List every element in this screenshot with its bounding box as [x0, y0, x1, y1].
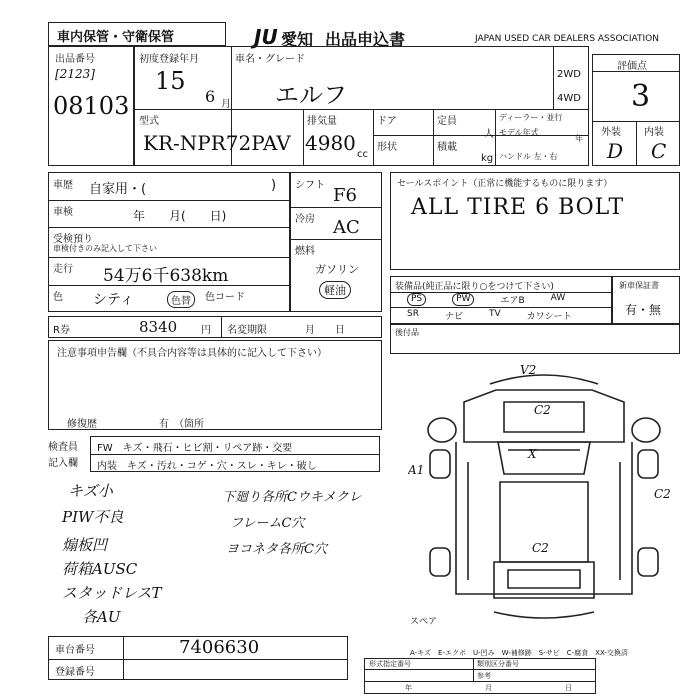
color-change: 色替 — [167, 291, 195, 308]
diagram-mark-c2-top: C2 — [534, 403, 551, 417]
interior-checklist: 内装 キズ・汚れ・コゲ・穴・スレ・キレ・破し — [97, 461, 317, 472]
displacement-label: 排気量 — [307, 116, 337, 127]
diagram-mark-c2-bed: C2 — [532, 541, 549, 555]
inspector-label-2: 記入欄 — [48, 458, 78, 469]
remark-left-6: 各AU — [82, 608, 121, 626]
color-value: シティ — [93, 292, 134, 308]
shift-label: シフト — [295, 180, 325, 191]
car-name-label: 車名・グレード — [235, 54, 305, 65]
aftermarket-label: 後付品 — [395, 328, 419, 337]
inspection-value: 年 月( 日) — [133, 209, 227, 223]
association-name: JAPAN USED CAR DEALERS ASSOCIATION — [475, 34, 659, 44]
spare-label: スペア — [410, 617, 438, 627]
warranty-label: 新車保証書 — [619, 281, 659, 290]
vehicle-damage-diagram — [408, 362, 680, 634]
rating-box — [592, 54, 680, 166]
dealer-label: ディーラー・並行 — [499, 113, 563, 122]
model-label: 型式 — [139, 116, 159, 127]
ac-value: AC — [333, 217, 360, 238]
equip-airbag: エアB — [500, 296, 525, 306]
drive-4wd: 4WD — [557, 93, 581, 104]
notes-box — [48, 340, 382, 430]
month-unit: 月 — [221, 99, 231, 110]
chassis-number: 7406630 — [179, 637, 260, 658]
remark-right-3: ヨコネタ各所C穴 — [226, 542, 327, 557]
equip-navi: ナビ — [444, 312, 463, 322]
recycle-label: R券 — [53, 325, 70, 336]
aftermarket-box — [390, 324, 680, 354]
year-unit: 年 — [575, 134, 583, 143]
usage-label: 車歴 — [53, 180, 73, 191]
remarks-right — [222, 484, 402, 564]
rating-score: 3 — [631, 79, 651, 114]
usage-close: ) — [271, 178, 277, 193]
equip-pw: PW — [452, 293, 474, 306]
capacity-unit: 人 — [484, 129, 494, 140]
equip-tv: TV — [488, 309, 501, 319]
footer-year: 年 — [405, 684, 412, 692]
interior-grade: C — [651, 139, 667, 163]
rating-label: 評価点 — [617, 61, 647, 72]
storage-tag-box — [48, 22, 226, 46]
footer-month: 月 — [485, 684, 492, 692]
first-reg-label: 初度登録年月 — [139, 54, 199, 65]
color-label: 色 — [53, 292, 63, 303]
remark-left-3: 煽板凹 — [62, 536, 108, 554]
car-name: エルフ — [275, 81, 347, 109]
reference-label: 参考 — [477, 672, 491, 680]
ac-label: 冷房 — [295, 214, 315, 225]
equipment-row-2 — [407, 309, 572, 322]
type-designation-label: 形式指定番号 — [369, 660, 411, 668]
diagram-mark-c2-right: C2 — [654, 487, 671, 501]
diagram-mark-v2: V2 — [520, 363, 537, 377]
inspector-label-1: 検査員 — [48, 442, 78, 453]
remarks-left — [60, 478, 210, 628]
interior-label: 内装 — [644, 127, 664, 138]
ju-logo-icon: JU — [254, 25, 278, 49]
fuel-gasoline: ガソリン — [315, 263, 359, 276]
details-box — [48, 172, 290, 312]
equip-aw: AW — [550, 293, 566, 303]
lot-number-box — [48, 46, 134, 166]
remark-right-1: 下廻り各所Cウキメクレ — [222, 490, 362, 505]
exterior-label: 外装 — [601, 127, 621, 138]
capacity-label: 定員 — [437, 116, 457, 127]
notes-label: 注意事項申告欄（不具合内容等は具体的に記入して下さい） — [57, 348, 327, 359]
handle-label: ハンドル 左・右 — [499, 152, 558, 161]
door-label: ドア — [377, 116, 397, 127]
shape-label: 形状 — [377, 142, 397, 153]
taxpaid-note: 車検付きのみ記入して下さい — [53, 244, 157, 253]
mileage-value: 54万6千638km — [103, 266, 229, 286]
remark-left-4: 荷箱AUSC — [62, 560, 138, 578]
usage-value: 自家用・( — [89, 182, 147, 197]
footer-day: 日 — [565, 684, 572, 692]
warranty-options: 有・無 — [625, 303, 662, 317]
fw-checklist: FW キズ・飛石・ヒビ割・リペア跡・交要 — [97, 443, 293, 454]
recycle-box — [48, 316, 382, 338]
category-number-label: 類別区分番号 — [477, 660, 519, 668]
brand-name: 愛知 — [281, 30, 314, 49]
reg-year: 15 — [155, 67, 186, 95]
inspection-label: 車検 — [53, 207, 73, 218]
sales-point-text: ALL TIRE 6 BOLT — [411, 195, 625, 220]
recycle-value: 8340 — [139, 318, 178, 336]
displacement-value: 4980 — [305, 131, 356, 155]
vehicle-info-box — [134, 46, 589, 166]
shift-value: F6 — [333, 185, 357, 206]
cc-unit: cc — [357, 149, 368, 160]
warranty-box — [612, 276, 680, 324]
load-label: 積載 — [437, 142, 457, 153]
drive-2wd: 2WD — [557, 69, 581, 80]
expiry-value: 月 日 — [305, 325, 345, 336]
equipment-row-1 — [407, 293, 565, 306]
equip-leather: カワシート — [526, 312, 572, 322]
repair-label: 修復歴 — [67, 419, 97, 430]
remark-right-2: フレームC穴 — [230, 516, 305, 531]
chassis-box — [48, 636, 348, 680]
footer-box — [364, 658, 596, 694]
reg-month: 6 — [205, 87, 216, 106]
exterior-grade: D — [607, 139, 624, 163]
remark-left-1: キズ小 — [68, 482, 113, 500]
equip-ps: PS — [407, 293, 426, 306]
mileage-label: 走行 — [53, 264, 73, 275]
inspector-checklist — [90, 436, 380, 472]
inspector-area — [48, 436, 382, 474]
sales-point-label: セールスポイント（正常に機能するものに限ります） — [397, 179, 613, 189]
sales-point-box — [390, 172, 680, 270]
equip-sr: SR — [407, 309, 419, 319]
repair-options: 有 （箇所 — [159, 419, 204, 430]
taxpaid-label: 受検預り — [53, 234, 93, 245]
lot-bracket-number: [2123] — [55, 67, 95, 81]
model-code: KR-NPR72PAV — [143, 131, 291, 155]
chassis-label: 車台番号 — [55, 645, 95, 656]
yen-unit: 円 — [201, 325, 211, 336]
lot-label: 出品番号 — [55, 54, 95, 65]
damage-legend: A-キズ E-エクボ U-凹み W-補修跡 S-サビ C-腐食 XX-交換済 — [410, 649, 628, 657]
remark-left-5: スタッドレスT — [62, 584, 162, 602]
form-title: 出品申込書 — [325, 30, 406, 49]
lot-number: 08103 — [53, 92, 130, 120]
model-year-label: モデル年式 — [499, 128, 539, 137]
remark-left-2: PIW不良 — [62, 508, 124, 526]
storage-tag: 車内保管・守衛保管 — [57, 30, 175, 45]
fuel-diesel: 軽油 — [319, 281, 351, 299]
equipment-box — [390, 276, 612, 324]
color-code-label: 色コード — [205, 292, 245, 303]
diagram-mark-x: X — [528, 447, 537, 461]
kg-unit: kg — [481, 153, 494, 164]
shift-ac-fuel-box — [290, 172, 382, 312]
registration-label: 登録番号 — [55, 667, 95, 678]
equipment-label: 装備品(純正品に限り○をつけて下さい) — [395, 282, 554, 292]
expiry-label: 名変期限 — [227, 325, 267, 336]
fuel-label: 燃料 — [295, 246, 315, 257]
diagram-mark-a1: A1 — [408, 463, 425, 477]
